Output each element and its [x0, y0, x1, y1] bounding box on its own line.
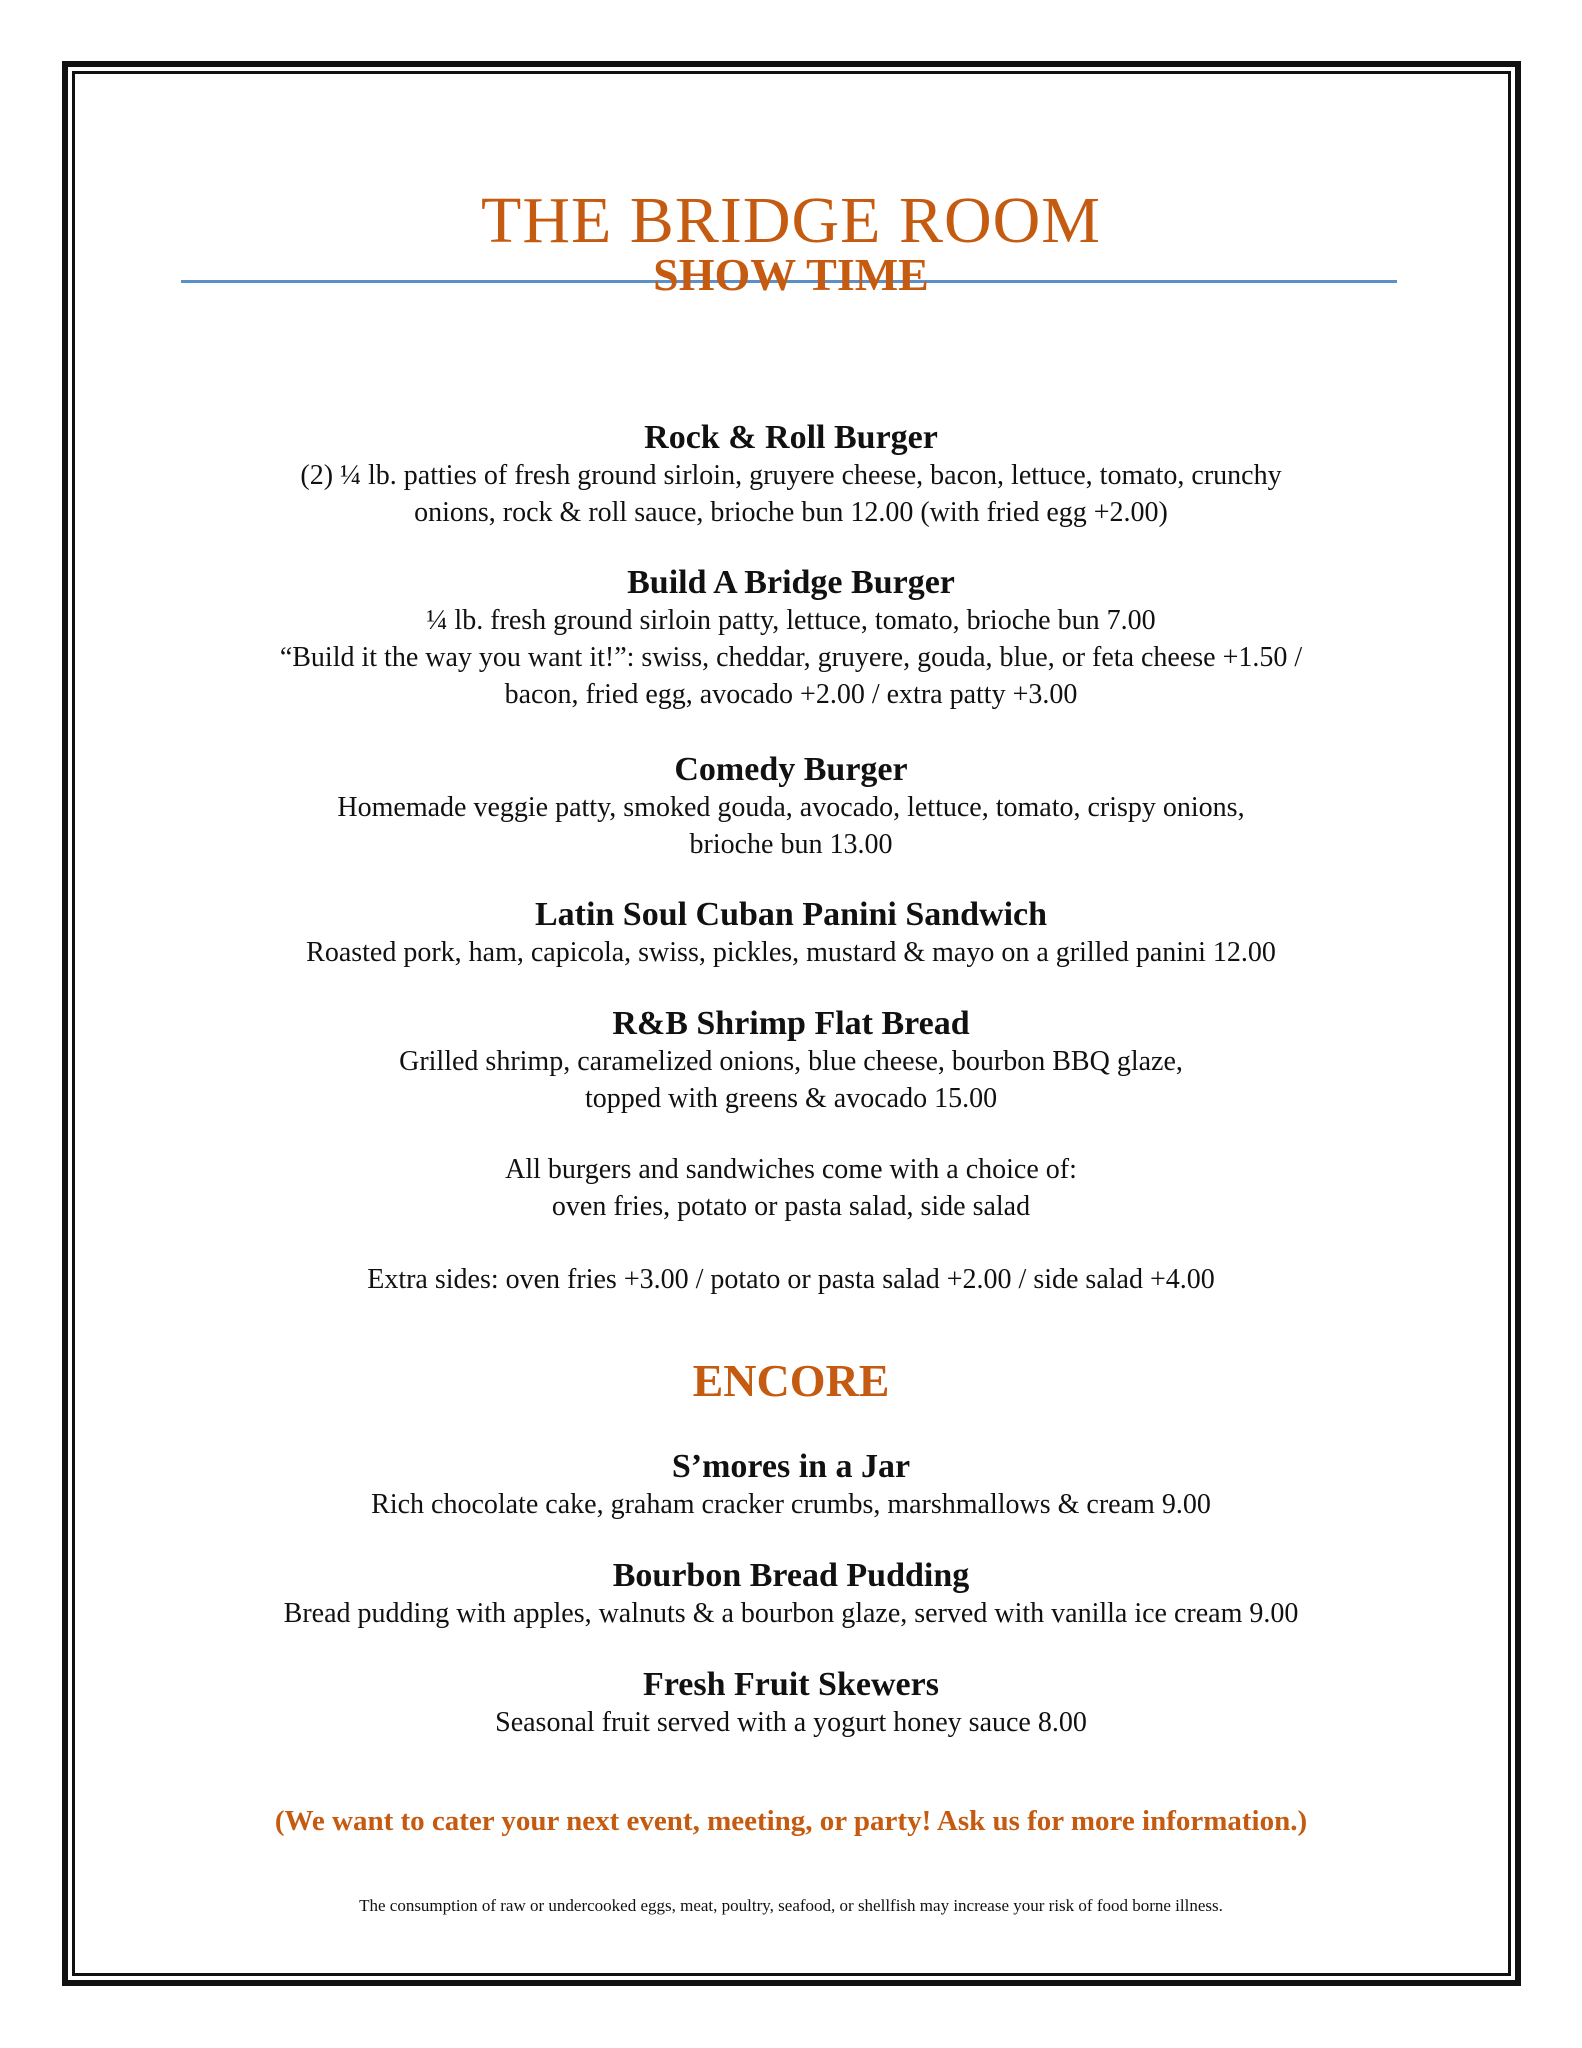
extra-sides-note: Extra sides: oven fries +3.00 / potato or pasta salad +2.00 / side salad +4.00 — [367, 1264, 1215, 1295]
item-description-line: Bread pudding with apples, walnuts & a bourbon glaze, served with vanilla ice cream 9.00 — [283, 1598, 1299, 1629]
item-description-line: Roasted pork, ham, capicola, swiss, pickles, mustard & mayo on a grilled panini 12.00 — [306, 937, 1276, 968]
menu-item-smores-in-a-jar — [80, 1448, 1502, 1523]
item-name: Latin Soul Cuban Panini Sandwich — [534, 896, 1048, 933]
food-safety-disclaimer: The consumption of raw or undercooked eggs, meat, poultry, seafood, or shellfish may increase your risk of food borne illness. — [359, 1896, 1223, 1915]
sides-note-line: oven fries, potato or pasta salad, side salad — [551, 1191, 1031, 1222]
menu-item-build-a-bridge-burger — [80, 564, 1502, 713]
item-description-line: topped with greens & avocado 15.00 — [584, 1083, 998, 1114]
item-name: Comedy Burger — [674, 751, 908, 788]
menu-item-bourbon-bread-pudding — [80, 1557, 1502, 1632]
item-description-line: bacon, fried egg, avocado +2.00 / extra patty +3.00 — [504, 679, 1078, 710]
menu-item-latin-soul-cuban-panini — [80, 896, 1502, 971]
item-name: S’mores in a Jar — [671, 1448, 911, 1485]
item-name: R&B Shrimp Flat Bread — [612, 1005, 970, 1042]
menu-item-comedy-burger — [80, 751, 1502, 863]
item-description-line: “Build it the way you want it!”: swiss, cheddar, gruyere, gouda, blue, or feta cheese +1.50 / — [279, 642, 1303, 673]
item-description-line: ¼ lb. fresh ground sirloin patty, lettuce, tomato, brioche bun 7.00 — [426, 605, 1156, 636]
item-name: Bourbon Bread Pudding — [612, 1557, 970, 1594]
item-name: Rock & Roll Burger — [644, 419, 938, 456]
item-description-line: brioche bun 13.00 — [689, 829, 893, 860]
item-description-line: onions, rock & roll sauce, brioche bun 12.00 (with fried egg +2.00) — [414, 497, 1168, 528]
sides-note-line: All burgers and sandwiches come with a choice of: — [505, 1154, 1077, 1185]
menu-title: THE BRIDGE ROOM — [481, 184, 1101, 257]
item-description-line: Seasonal fruit served with a yogurt honey sauce 8.00 — [495, 1707, 1087, 1738]
item-description-line: Grilled shrimp, caramelized onions, blue cheese, bourbon BBQ glaze, — [399, 1046, 1183, 1077]
item-description-line: (2) ¼ lb. patties of fresh ground sirloin, gruyere cheese, bacon, lettuce, tomato, crunchy — [300, 460, 1282, 491]
item-name: Fresh Fruit Skewers — [643, 1666, 939, 1703]
item-name: Build A Bridge Burger — [627, 564, 955, 601]
menu-item-fresh-fruit-skewers — [80, 1666, 1502, 1741]
catering-note: (We want to cater your next event, meeting, or party! Ask us for more information.) — [274, 1805, 1308, 1837]
menu-item-rb-shrimp-flat-bread — [80, 1005, 1502, 1117]
menu-item-rock-roll-burger — [80, 419, 1502, 531]
item-description-line: Rich chocolate cake, graham cracker crumbs, marshmallows & cream 9.00 — [371, 1489, 1211, 1520]
item-description-line: Homemade veggie patty, smoked gouda, avocado, lettuce, tomato, crispy onions, — [337, 792, 1245, 823]
section-heading-encore: ENCORE — [692, 1355, 890, 1406]
section-heading-show-time: SHOW TIME — [653, 249, 929, 300]
